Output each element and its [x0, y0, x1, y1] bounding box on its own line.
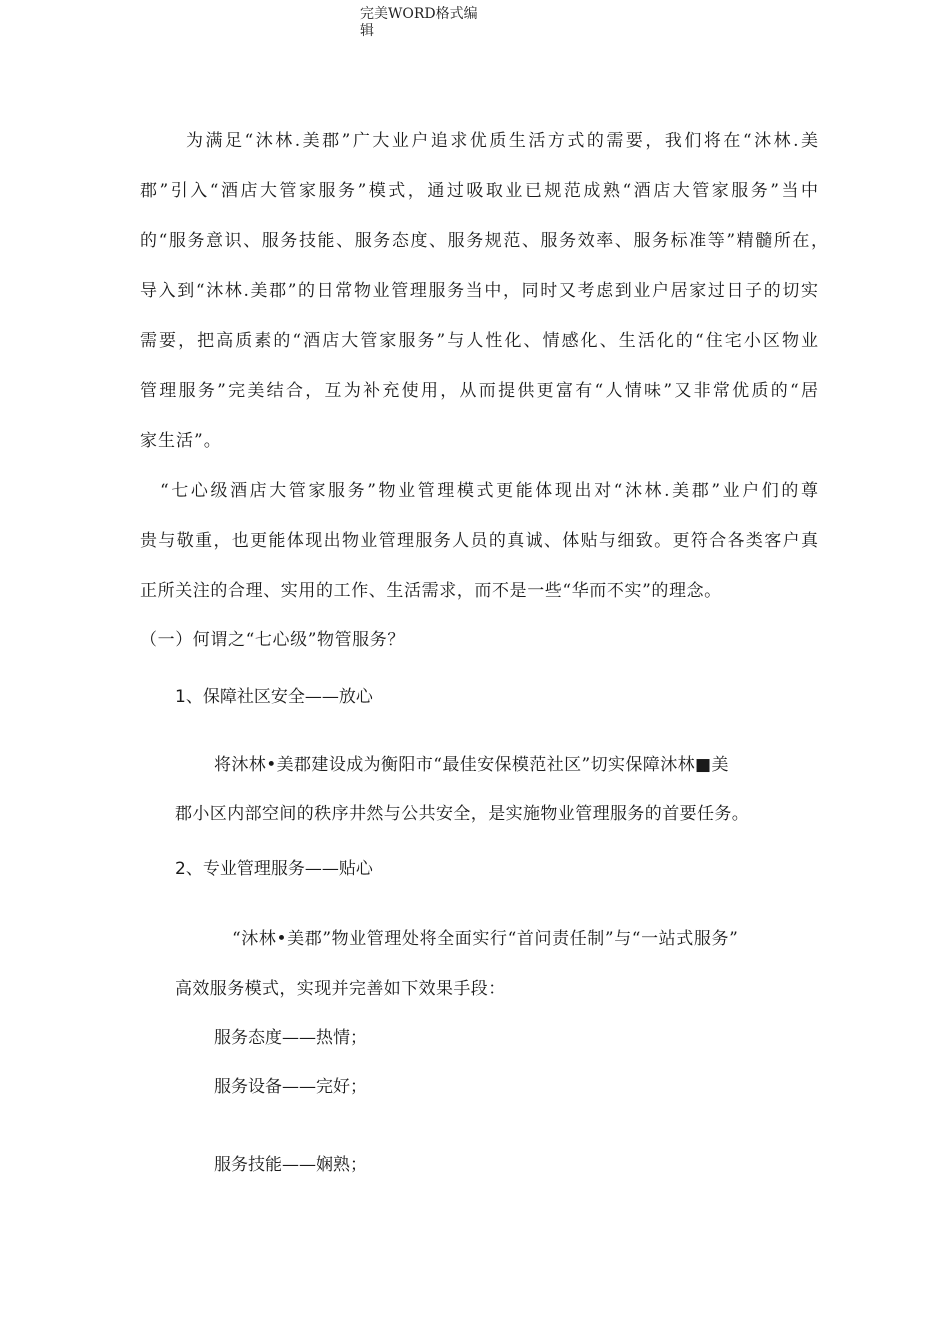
item-heading [175, 686, 373, 708]
paragraph-line: 贵与敬重，也更能体现出物业管理服务人员的真诚、体贴与细致。更符合各类客户真 [140, 531, 818, 551]
paragraph-line: 导入到“沐林.美郡”的日常物业管理服务当中，同时又考虑到业户居家过日子的切实 [140, 281, 818, 301]
item-line: 将沐林•美郡建设成为衡阳市“最佳安保模范社区”切实保障沐林■美 [214, 755, 729, 775]
item-line: 郡小区内部空间的秩序井然与公共安全，是实施物业管理服务的首要任务。 [175, 804, 750, 824]
header-line-2: 辑 [360, 23, 374, 39]
paragraph-line: 正所关注的合理、实用的工作、生活需求，而不是一些“华而不实”的理念。 [140, 581, 722, 601]
item-line: 高效服务模式，实现并完善如下效果手段： [175, 979, 506, 999]
paragraph-line: “七心级酒店大管家服务”物业管理模式更能体现出对“沐林.美郡”业户们的尊 [160, 481, 818, 501]
item-title: 、专业管理服务——贴心 [185, 859, 373, 879]
page-header [360, 6, 490, 40]
item-number: 2 [175, 859, 186, 879]
service-point: 服务设备——完好； [214, 1077, 367, 1097]
item-number: 1 [175, 687, 186, 707]
service-point: 服务技能——娴熟； [214, 1155, 367, 1175]
section-title: （一）何谓之“七心级”物管服务？ [140, 630, 405, 650]
paragraph-line: 为满足“沐林.美郡”广大业户追求优质生活方式的需要，我们将在“沐林.美 [186, 131, 818, 151]
paragraph-line: 家生活”。 [140, 431, 222, 451]
paragraph-line: 郡”引入“酒店大管家服务”模式，通过吸取业已规范成熟“酒店大管家服务”当中 [140, 181, 818, 201]
service-point: 服务态度——热情； [214, 1028, 367, 1048]
item-line: “沐林•美郡”物业管理处将全面实行“首问责任制”与“一站式服务” [232, 929, 739, 949]
paragraph-line: 需要，把高质素的“酒店大管家服务”与人性化、情感化、生活化的“住宅小区物业 [140, 331, 818, 351]
paragraph-line: 的“服务意识、服务技能、服务态度、服务规范、服务效率、服务标准等”精髓所在， [140, 231, 828, 251]
item-heading [175, 858, 373, 880]
item-title: 、保障社区安全——放心 [185, 687, 373, 707]
header-line-1: 完美WORD格式编 [360, 6, 478, 22]
paragraph-line: 管理服务”完美结合，互为补充使用，从而提供更富有“人情味”又非常优质的“居 [140, 381, 818, 401]
